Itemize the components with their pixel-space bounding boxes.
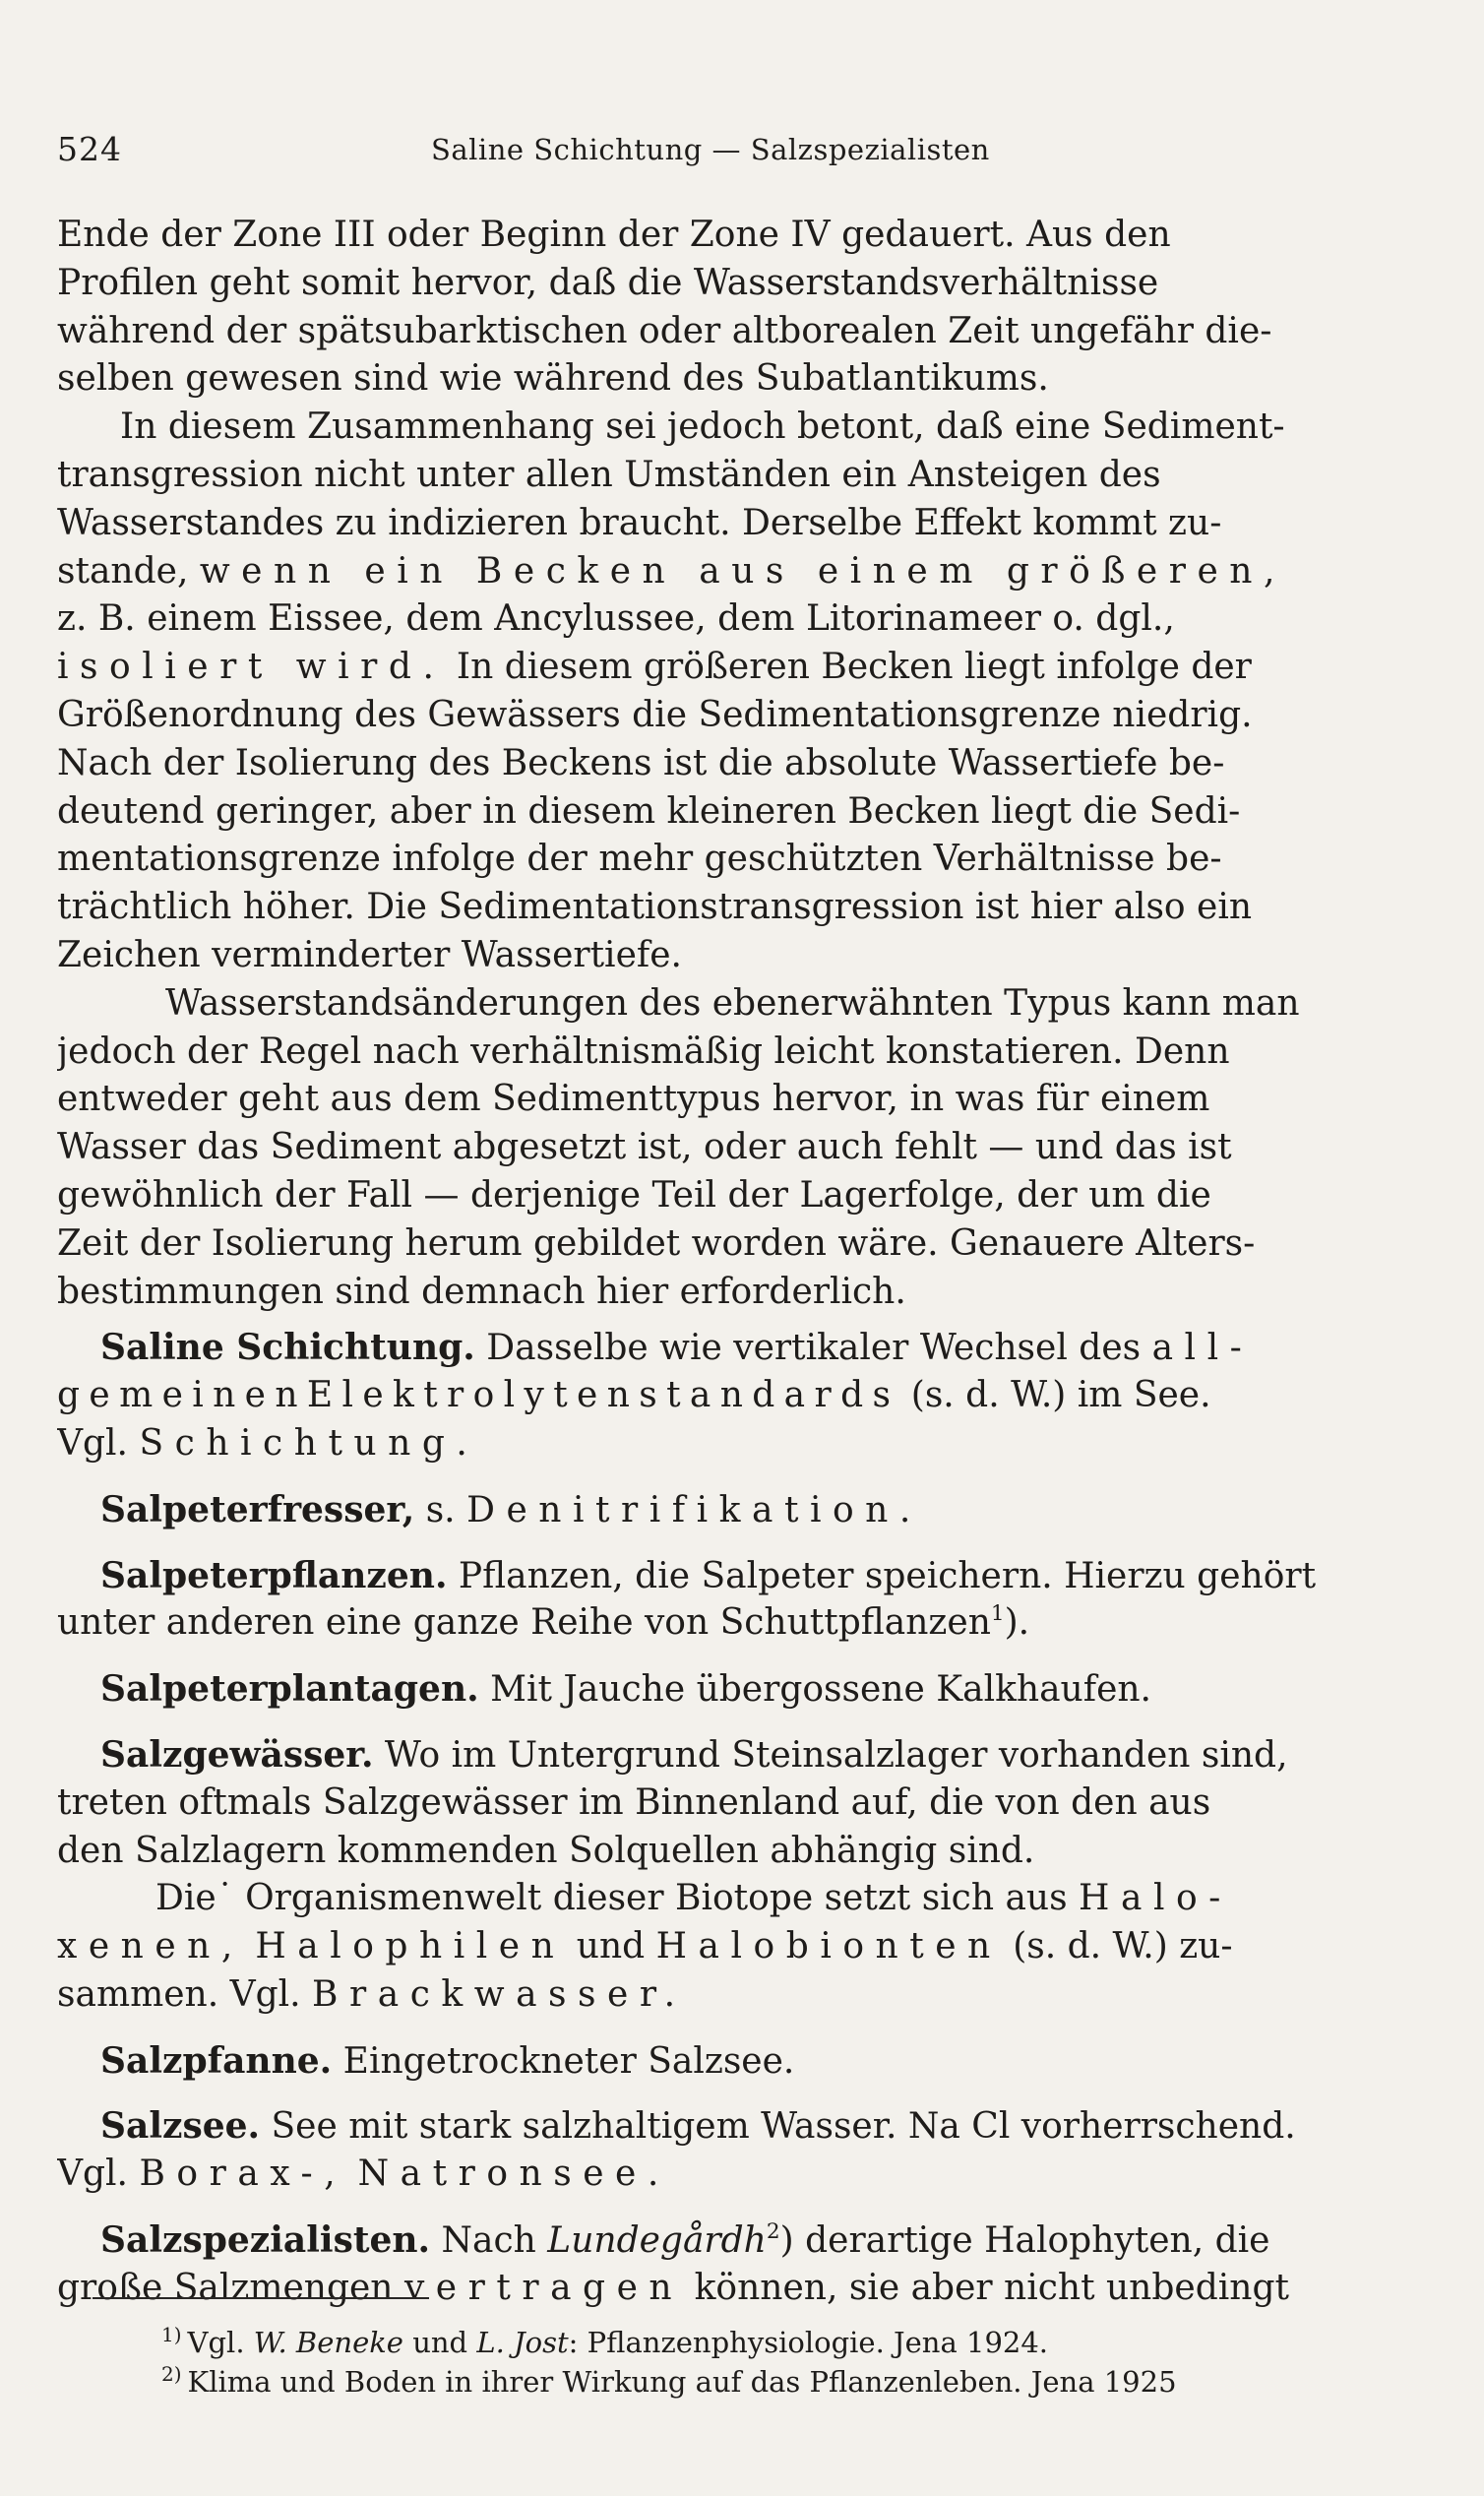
entry-text: See mit stark salzhaltigem Wasser. Na Cl vorherrschend. (260, 2106, 1296, 2148)
text-line: Wasserstandsänderungen des ebenerwähnten Typus kann man (165, 982, 1300, 1024)
text-line (57, 2151, 1425, 2199)
text-line: entweder geht aus dem Sedimenttypus hervor, in was für einem (57, 1079, 1210, 1120)
spaced-text: Borax-, (139, 2153, 347, 2195)
entry-text: große Salzmengen (57, 2267, 404, 2308)
entry-salpeterpflanzen (57, 1552, 1425, 1600)
text-line (57, 1420, 1425, 1468)
footnote-mark: 1) (161, 2323, 182, 2346)
text-line: selben gewesen sind wie während des Subatlantikums. (57, 358, 1049, 400)
entry-salzgewaesser (57, 1731, 1425, 1779)
text-line: treten oftmals Salzgewässer im Binnenland auf, die von den aus (57, 1781, 1211, 1823)
spaced-text: Natronsee. (357, 2153, 670, 2195)
text-line: den Salzlagern kommenden Solquellen abhängig sind. (57, 1830, 1035, 1871)
entry-text: ) derartige Halophyten, die (779, 2220, 1270, 2262)
footnote-text: Vgl. (187, 2326, 254, 2359)
entry-salzsee (57, 2102, 1425, 2151)
text-span: In diesem größeren Becken liegt infolge der (445, 647, 1252, 688)
text-line: Wasser das Sediment abgesetzt ist, oder auch fehlt — und das ist (57, 1127, 1232, 1168)
text-line: In diesem Zusammenhang sei jedoch betont, daß eine Sediment- (120, 406, 1285, 448)
text-line: jedoch der Regel nach verhältnismäßig leicht konstatieren. Denn (57, 1030, 1230, 1072)
spaced-text: all- (1151, 1328, 1254, 1369)
entry-salzpfanne (57, 2037, 1425, 2086)
entry-salzspezialisten (57, 2216, 1425, 2265)
footnote-text: Klima und Boden in ihrer Wirkung auf das Pflanzenleben. Jena 1925 (187, 2365, 1177, 2399)
footnotes (161, 2315, 1421, 2399)
author-name: L. Jost (476, 2326, 569, 2359)
entry-text: sammen. Vgl. (57, 1973, 313, 2015)
entry-term: Salpeterplantagen. (100, 1668, 479, 1711)
entry-term: Salzspezialisten. (100, 2219, 431, 2262)
spaced-text: wenn ein Becken aus einem größeren, (199, 550, 1286, 592)
entry-text: Die˙ Organismenwelt dieser Biotope setzt sich aus (155, 1878, 1080, 1919)
entry-term: Salpeterfresser, (100, 1488, 415, 1530)
text-line: Profilen geht somit hervor, daß die Wasserstandsverhältnisse (57, 262, 1159, 303)
footnote-marker: 2 (766, 2219, 780, 2245)
footnote-2 (161, 2354, 1421, 2399)
text-line: gewöhnlich der Fall — derjenige Teil der Lagerfolge, der um die (57, 1174, 1211, 1216)
spaced-text: xenen, (57, 1926, 244, 1967)
text-line (57, 1372, 1425, 1420)
footnote-divider (93, 2297, 429, 2299)
entry-saline-schichtung (57, 1324, 1425, 1372)
text-line: Zeichen verminderter Wassertiefe. (57, 934, 682, 975)
text-line: mentationsgrenze infolge der mehr geschützten Verhältnisse be- (57, 839, 1222, 880)
text-line: z. B. einem Eissee, dem Ancylussee, dem Litorinameer o. dgl., (57, 598, 1175, 640)
entry-term: Salpeterpflanzen. (100, 1554, 448, 1596)
entry-text: (s. d. W.) zu- (1001, 1926, 1233, 1967)
entry-text: Wo im Untergrund Steinsalzlager vorhanden sind, (373, 1734, 1288, 1776)
entry-salpeterfresser (57, 1486, 1425, 1534)
footnote-1 (161, 2315, 1421, 2359)
text-line: trächtlich höher. Die Sedimentationstransgression ist hier also ein (57, 887, 1253, 928)
spaced-text: Halophilen (255, 1926, 566, 1967)
entry-text: Vgl. (57, 1422, 140, 1464)
entry-text: Pflanzen, die Salpeter speichern. Hierzu gehört (447, 1555, 1317, 1596)
spaced-text: Halo- (1079, 1878, 1232, 1919)
text-line (57, 548, 1425, 596)
entry-text: können, sie aber nicht unbedingt (683, 2267, 1289, 2308)
entry-text: Eingetrockneter Salzsee. (332, 2040, 795, 2082)
entry-term: Saline Schichtung. (100, 1327, 475, 1369)
author-name: Lundegårdh (547, 2220, 767, 2262)
spaced-text: vertragen (403, 2267, 684, 2308)
author-name: W. Beneke (253, 2326, 403, 2359)
spaced-text: isoliert wird. (57, 647, 446, 688)
text-line: Nach der Isolierung des Beckens ist die absolute Wassertiefe be- (57, 742, 1225, 783)
spaced-text: Brackwasser. (312, 1973, 687, 2015)
page-number: 524 (57, 130, 122, 168)
text-line: Zeit der Isolierung herum gebildet worden wäre. Genauere Alters- (57, 1222, 1256, 1264)
entry-term: Salzsee. (100, 2105, 261, 2148)
spaced-text: Schichtung. (139, 1422, 479, 1464)
footnote-marker: 1 (990, 1601, 1005, 1627)
text-line: deutend geringer, aber in diesem kleineren Becken liegt die Sedi- (57, 790, 1241, 832)
text-line (57, 1971, 1425, 2020)
running-head (57, 126, 1425, 173)
spaced-text: Halobionten (655, 1926, 1002, 1967)
footnote-text: : Pflanzenphysiologie. Jena 1924. (568, 2326, 1049, 2359)
entry-term: Salzpfanne. (100, 2039, 333, 2082)
entry-salpeterplantagen (57, 1665, 1425, 1714)
text-line (57, 644, 1425, 692)
entry-text: s. (414, 1489, 467, 1530)
entry-text: Vgl. (57, 2153, 140, 2195)
text-line: Größenordnung des Gewässers die Sedimentationsgrenze niedrig. (57, 694, 1253, 735)
entry-text: Mit Jauche übergossene Kalkhaufen. (478, 1669, 1152, 1711)
text-line: während der spätsubarktischen oder altborealen Zeit ungefähr die- (57, 310, 1272, 351)
entry-text: und (565, 1926, 656, 1967)
running-title: Saline Schichtung — Salzspezialisten (431, 133, 990, 166)
text-line: Ende der Zone III oder Beginn der Zone IV gedauert. Aus den (57, 215, 1171, 255)
entry-text: Dasselbe wie vertikaler Wechsel des (474, 1328, 1152, 1369)
text-line (57, 2265, 1425, 2313)
body-text (57, 212, 1425, 2313)
text-line: transgression nicht unter allen Umständen ein Ansteigen des (57, 454, 1161, 495)
cross-reference: Denitrifikation. (466, 1489, 922, 1530)
spaced-text: gemeinenElektrolytenstandards (57, 1375, 900, 1416)
text-line: bestimmungen sind demnach hier erforderlich. (57, 1271, 906, 1312)
entry-text: (s. d. W.) im See. (899, 1375, 1211, 1416)
text-line (57, 1875, 1425, 1923)
entry-text: Nach (430, 2220, 548, 2262)
entry-text: unter anderen eine ganze Reihe von Schuttpflanzen (57, 1602, 991, 1644)
text-line (57, 1923, 1425, 1971)
footnote-text: und (402, 2326, 477, 2359)
entry-text: ). (1004, 1602, 1030, 1644)
text-line (57, 1599, 1425, 1648)
text-span: stande, (57, 550, 189, 592)
footnote-mark: 2) (161, 2362, 182, 2386)
text-line: Wasserstandes zu indizieren braucht. Derselbe Effekt kommt zu- (57, 502, 1222, 543)
entry-term: Salzgewässer. (100, 1733, 374, 1776)
